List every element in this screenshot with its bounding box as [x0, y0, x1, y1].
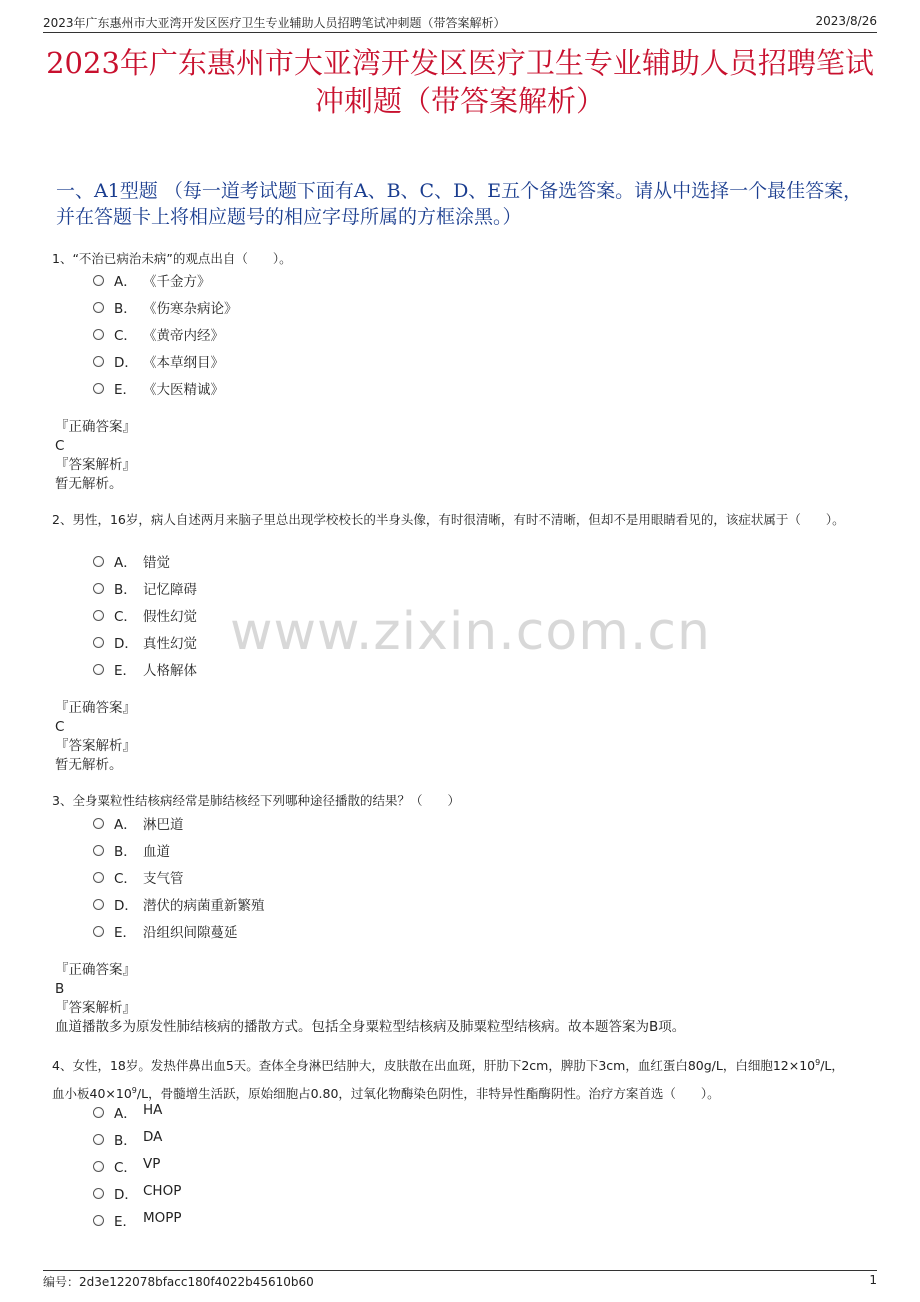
correct-answer-label: 『正确答案』 — [55, 700, 136, 716]
page-number: 1 — [869, 1273, 877, 1287]
radio-icon[interactable] — [93, 275, 104, 286]
document-title: 2023年广东惠州市大亚湾开发区医疗卫生专业辅助人员招聘笔试冲刺题（带答案解析） — [46, 46, 874, 118]
question-3-stem: 3、全身粟粒性结核病经常是肺结核经下列哪种途径播散的结果？（ ） — [52, 793, 460, 808]
radio-icon[interactable] — [93, 329, 104, 340]
radio-icon[interactable] — [93, 583, 104, 594]
question-4-stem: 4、女性，18岁。发热伴鼻出血5天。查体全身淋巴结肿大，皮肤散在出血斑，肝肋下2cm，脾肋下3cm，血红蛋白80g/L，白细胞$12\times 10^9/L$，血小板$40\times 10^9/L$，骨髓增生活跃，原始细胞占0.80，过氧化物酶染色阴性，非特异性酯酶阴性。治疗方案首选（ ）。 — [52, 1058, 844, 1102]
document-code: 编号：2d3e122078bfacc180f4022b45610b60 — [43, 1275, 314, 1289]
question-1-answer-block — [55, 418, 136, 494]
question-2-answer-block — [55, 699, 136, 775]
header-doc-title: 2023年广东惠州市大亚湾开发区医疗卫生专业辅助人员招聘笔试冲刺题（带答案解析） — [43, 16, 506, 30]
analysis-text: 血道播散多为原发性肺结核病的播散方式。包括全身粟粒型结核病及肺粟粒型结核病。故本题答案为B项。 — [55, 1019, 686, 1035]
radio-icon[interactable] — [93, 302, 104, 313]
radio-icon[interactable] — [93, 1107, 104, 1118]
question-1-stem: 1、“不治已病治未病”的观点出自（ ）。 — [52, 251, 292, 266]
radio-icon[interactable] — [93, 818, 104, 829]
radio-icon[interactable] — [93, 610, 104, 621]
radio-icon[interactable] — [93, 899, 104, 910]
radio-icon[interactable] — [93, 1134, 104, 1145]
correct-answer-value: C — [55, 438, 65, 454]
radio-icon[interactable] — [93, 383, 104, 394]
radio-icon[interactable] — [93, 356, 104, 367]
question-3-answer-block — [55, 961, 685, 1037]
page-header — [43, 10, 877, 33]
radio-icon[interactable] — [93, 872, 104, 883]
radio-icon[interactable] — [93, 637, 104, 648]
radio-icon[interactable] — [93, 556, 104, 567]
header-date: 2023/8/26 — [815, 14, 877, 28]
analysis-text: 暂无解析。 — [55, 757, 123, 773]
correct-answer-value: B — [55, 981, 65, 997]
analysis-label: 『答案解析』 — [55, 1000, 136, 1016]
radio-icon[interactable] — [93, 845, 104, 856]
analysis-label: 『答案解析』 — [55, 738, 136, 754]
analysis-label: 『答案解析』 — [55, 457, 136, 473]
radio-icon[interactable] — [93, 1161, 104, 1172]
analysis-text: 暂无解析。 — [55, 476, 123, 492]
correct-answer-value: C — [55, 719, 65, 735]
page-footer — [43, 1270, 877, 1293]
radio-icon[interactable] — [93, 1215, 104, 1226]
question-2-stem: 2、男性，16岁，病人自述两月来脑子里总出现学校校长的半身头像，有时很清晰，有时不清晰，但却不是用眼睛看见的，该症状属于（ ）。 — [52, 512, 845, 527]
section-heading: 一、A1型题 （每一道考试题下面有A、B、C、D、E五个备选答案。请从中选择一个最佳答案，并在答题卡上将相应题号的相应字母所属的方框涂黑。） — [56, 180, 863, 228]
radio-icon[interactable] — [93, 926, 104, 937]
watermark: www.zixin.com.cn — [230, 602, 711, 662]
correct-answer-label: 『正确答案』 — [55, 419, 136, 435]
radio-icon[interactable] — [93, 1188, 104, 1199]
correct-answer-label: 『正确答案』 — [55, 962, 136, 978]
radio-icon[interactable] — [93, 664, 104, 675]
